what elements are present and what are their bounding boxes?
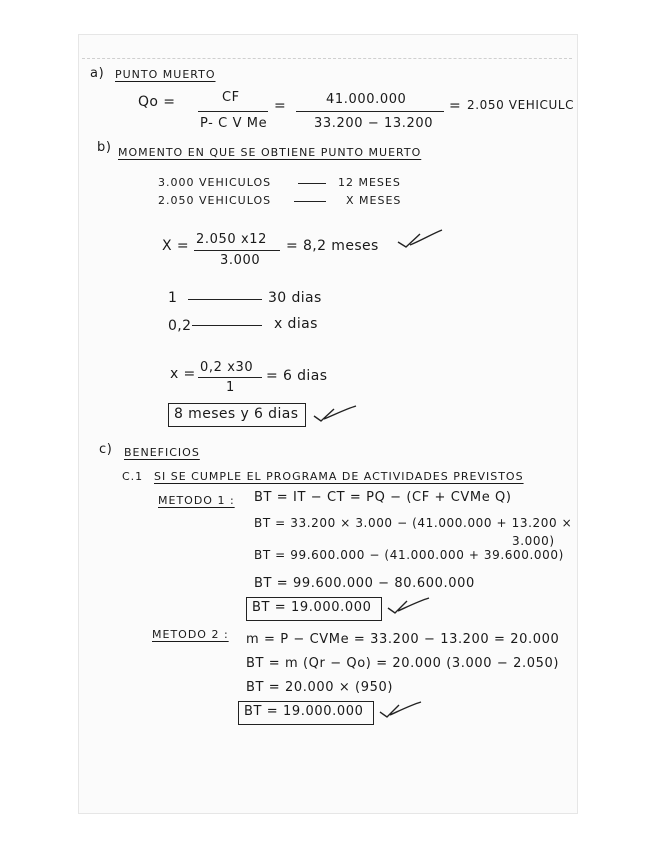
frac2-numerator: 41.000.000 (326, 92, 407, 107)
frac2-bar (296, 111, 444, 112)
qo-lhs: Qo = (138, 94, 176, 110)
rule2-dash (294, 201, 326, 202)
subsection-c1-title: SI SE CUMPLE EL PROGRAMA DE ACTIVIDADES PREVISTOS (154, 470, 524, 483)
rule2-right: X MESES (346, 194, 402, 207)
m2-answer: BT = 19.000.000 (244, 704, 364, 719)
answer-b: 8 meses y 6 dias (174, 406, 299, 422)
m1-line4: BT = 99.600.000 − 80.600.000 (254, 576, 475, 591)
frac2-denominator: 33.200 − 13.200 (314, 116, 434, 131)
m2-line1: m = P − CVMe = 33.200 − 13.200 = 20.000 (246, 632, 560, 647)
check-mark-icon (396, 228, 446, 250)
section-b-title: MOMENTO EN QUE SE OBTIENE PUNTO MUERTO (118, 146, 422, 159)
section-a-title: PUNTO MUERTO (115, 68, 216, 81)
m2-line2: BT = m (Qr − Qo) = 20.000 (3.000 − 2.050) (246, 656, 559, 671)
frac1-denominator: P- C V Me (200, 116, 268, 131)
frac1-bar (198, 111, 268, 112)
x-result: = 8,2 meses (286, 238, 379, 254)
m2-line3: BT = 20.000 × (950) (246, 680, 394, 695)
x2-lhs: x = (170, 366, 196, 382)
x-denominator: 3.000 (220, 253, 261, 268)
x2-denominator: 1 (226, 380, 235, 395)
check-mark-icon (312, 404, 360, 424)
x-fraction-bar (194, 250, 280, 251)
days-rule2-dash (192, 325, 262, 326)
x-numerator: 2.050 x12 (196, 232, 267, 247)
rule1-left: 3.000 VEHICULOS (158, 176, 272, 189)
m1-line2-cont: 3.000) (512, 534, 555, 548)
rule1-dash (298, 183, 326, 184)
metodo-1-label: METODO 1 : (158, 494, 235, 507)
days-rule1-right: 30 dias (268, 290, 322, 306)
m1-line2: BT = 33.200 × 3.000 − (41.000.000 + 13.200 × (254, 516, 573, 530)
m1-line1: BT = IT − CT = PQ − (CF + CVMe Q) (254, 490, 512, 505)
m1-line3: BT = 99.600.000 − (41.000.000 + 39.600.000) (254, 548, 564, 562)
rule1-right: 12 MESES (338, 176, 401, 189)
equals-2: = (449, 98, 462, 114)
x-lhs: X = (162, 238, 189, 254)
section-c-label: c) (99, 442, 113, 457)
days-rule1-dash (188, 299, 262, 300)
m1-answer: BT = 19.000.000 (252, 600, 372, 615)
equals-1: = (274, 98, 287, 114)
check-mark-icon (386, 596, 432, 616)
section-b-label: b) (97, 140, 112, 155)
check-mark-icon (378, 700, 424, 720)
days-rule1-left: 1 (168, 290, 178, 306)
frac1-numerator: CF (222, 90, 240, 105)
x2-fraction-bar (198, 377, 262, 378)
qo-result: 2.050 VEHICULC (467, 98, 575, 112)
top-divider (82, 58, 572, 59)
x2-numerator: 0,2 x30 (200, 360, 254, 375)
days-rule2-left: 0,2 (168, 318, 192, 334)
subsection-c1-label: C.1 (122, 470, 144, 483)
section-c-title: BENEFICIOS (124, 446, 200, 459)
section-a-label: a) (90, 66, 105, 81)
days-rule2-right: x dias (274, 316, 318, 332)
metodo-2-label: METODO 2 : (152, 628, 229, 641)
x2-result: = 6 dias (266, 368, 328, 384)
rule2-left: 2.050 VEHICULOS (158, 194, 272, 207)
